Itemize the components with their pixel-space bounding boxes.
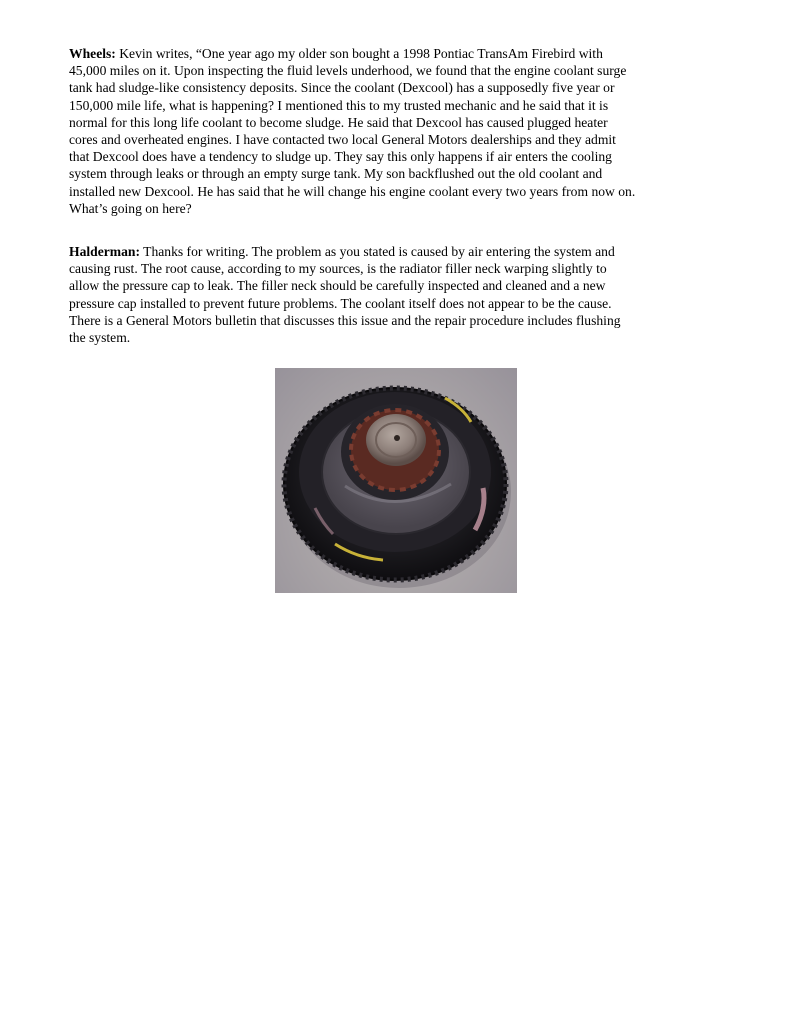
question-line: installed new Dexcool. He has said that he will change his engine coolant every two years from now on. — [69, 183, 636, 199]
question-line: 150,000 mile life, what is happening? I mentioned this to my trusted mechanic and he said that it is — [69, 97, 609, 113]
question-line: cores and overheated engines. I have contacted two local General Motors dealerships and they admit — [69, 132, 616, 148]
answer-line: pressure cap installed to prevent future problems. The coolant itself does not appear to be the cause. — [69, 295, 612, 311]
answer-line — [69, 243, 729, 260]
answer-paragraph — [69, 243, 729, 346]
answer-line-text: Thanks for writing. The problem as you stated is caused by air entering the system and — [139, 244, 615, 259]
answer-line: causing rust. The root cause, according to my sources, is the radiator filler neck warping slightly to — [69, 261, 607, 277]
answer-line: the system. — [69, 330, 131, 346]
question-line: tank had sludge-like consistency deposits. Since the coolant (Dexcool) has a supposedly five year or — [69, 80, 615, 96]
answer-speaker: Halderman: — [69, 244, 140, 259]
question-line: system through leaks or through an empty surge tank. My son backflushed out the old coolant and — [69, 166, 603, 182]
question-paragraph — [69, 45, 729, 217]
question-line: What’s going on here? — [69, 200, 192, 216]
radiator-cap-icon — [275, 368, 517, 593]
answer-line: allow the pressure cap to leak. The filler neck should be carefully inspected and cleaned and a new — [69, 278, 606, 294]
question-speaker: Wheels: — [69, 46, 116, 61]
question-line: normal for this long life coolant to become sludge. He said that Dexcool has caused plugged heater — [69, 114, 608, 130]
radiator-cap-photo — [275, 368, 517, 593]
question-line: 45,000 miles on it. Upon inspecting the fluid levels underhood, we found that the engine coolant surge — [69, 63, 627, 79]
answer-line: There is a General Motors bulletin that discusses this issue and the repair procedure includes flushing — [69, 312, 621, 328]
question-line: that Dexcool does have a tendency to sludge up. They say this only happens if air enters the cooling — [69, 149, 612, 165]
question-line-text: Kevin writes, “One year ago my older son bought a 1998 Pontiac TransAm Firebird with — [115, 46, 603, 61]
question-line — [69, 45, 729, 62]
